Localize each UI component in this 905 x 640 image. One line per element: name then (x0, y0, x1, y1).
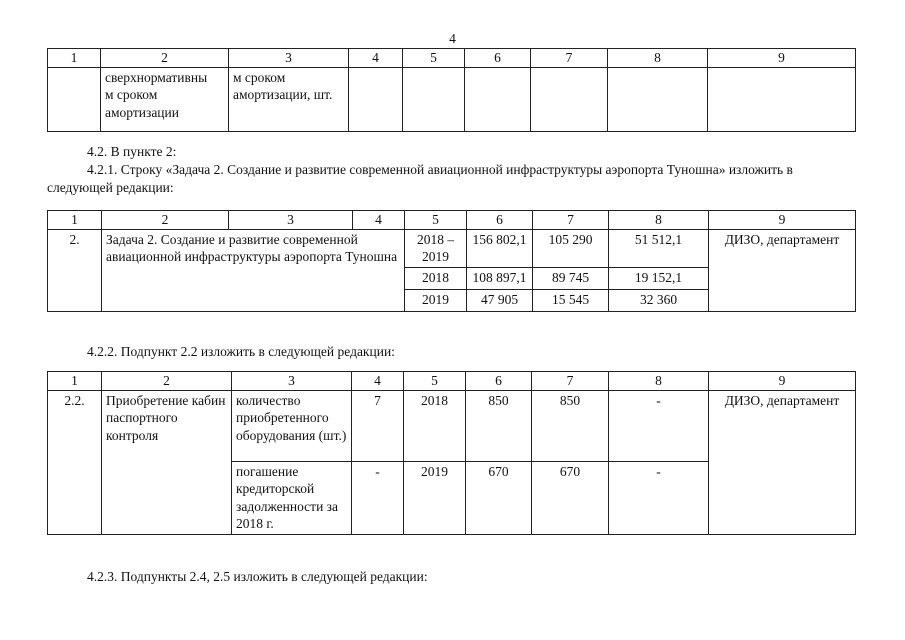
table-row (48, 390, 856, 461)
header-cell: 6 (467, 211, 533, 230)
cell-value: 670 (532, 461, 609, 534)
header-cell: 5 (404, 372, 466, 391)
cell-value: 32 360 (609, 289, 709, 311)
table-continuation (47, 48, 856, 132)
table-task-2 (47, 210, 856, 312)
header-cell: 8 (609, 211, 709, 230)
header-cell: 9 (709, 211, 856, 230)
header-cell: 4 (352, 372, 404, 391)
header-cell: 2 (101, 49, 229, 68)
header-cell: 3 (232, 372, 352, 391)
cell-value: 51 512,1 (609, 229, 709, 267)
header-cell: 2 (102, 211, 229, 230)
cell-indicator: количество приобретенного оборудования (шт.) (232, 390, 352, 461)
cell-value: 89 745 (533, 267, 609, 289)
header-cell: 8 (608, 49, 708, 68)
cell-value: 7 (352, 390, 404, 461)
cell-value: - (609, 461, 709, 534)
table-row (48, 229, 856, 267)
cell-value: 850 (532, 390, 609, 461)
cell-value: 47 905 (467, 289, 533, 311)
cell-year: 2018 (405, 267, 467, 289)
cell-year: 2018 (404, 390, 466, 461)
table-header-row (48, 372, 856, 391)
header-cell: 9 (709, 372, 856, 391)
header-cell: 3 (229, 49, 349, 68)
cell-indicator: м сроком амортизации, шт. (229, 67, 349, 131)
cell-responsible: ДИЗО, департамент (709, 390, 856, 534)
cell-indicator: погашение кредиторской задолженности за 2018 г. (232, 461, 352, 534)
cell-value: 156 802,1 (467, 229, 533, 267)
header-cell: 1 (48, 372, 102, 391)
cell-value: 108 897,1 (467, 267, 533, 289)
cell-year: 2019 (404, 461, 466, 534)
cell-value: - (609, 390, 709, 461)
header-cell: 7 (532, 372, 609, 391)
table-header-row (48, 49, 856, 68)
page-number: 4 (449, 31, 456, 46)
header-cell: 3 (229, 211, 353, 230)
cell-year: 2019 (405, 289, 467, 311)
cell-value: 15 545 (533, 289, 609, 311)
cell-value: 19 152,1 (609, 267, 709, 289)
cell-value: 850 (466, 390, 532, 461)
paragraph-4-2-2: 4.2.2. Подпункт 2.2 изложить в следующей редакции: (87, 344, 395, 359)
cell-description: сверхнормативны м сроком амортизации (101, 67, 229, 131)
header-cell: 1 (48, 49, 101, 68)
header-cell: 8 (609, 372, 709, 391)
cell-number: 2. (48, 229, 102, 311)
header-cell: 7 (533, 211, 609, 230)
paragraph-4-2-1: 4.2.1. Строку «Задача 2. Создание и развитие современной авиационной инфраструктуры аэропорта Туношна» изложить в следующей редакции: (47, 162, 793, 195)
header-cell: 1 (48, 211, 102, 230)
cell-responsible: ДИЗО, департамент (709, 229, 856, 311)
table-header-row (48, 211, 856, 230)
table-row (48, 67, 856, 131)
cell-item-name: Приобретение кабин паспортного контроля (102, 390, 232, 534)
header-cell: 6 (466, 372, 532, 391)
header-cell: 9 (708, 49, 856, 68)
header-cell: 5 (403, 49, 465, 68)
cell-number: 2.2. (48, 390, 102, 534)
header-cell: 6 (465, 49, 531, 68)
cell-task-name: Задача 2. Создание и развитие современной авиационной инфраструктуры аэропорта Туношна (102, 229, 405, 311)
header-cell: 4 (353, 211, 405, 230)
table-subitem-2-2 (47, 371, 856, 535)
header-cell: 7 (531, 49, 608, 68)
header-cell: 2 (102, 372, 232, 391)
paragraph-4-2: 4.2. В пункте 2: (87, 144, 177, 159)
paragraph-4-2-3: 4.2.3. Подпункты 2.4, 2.5 изложить в следующей редакции: (87, 569, 428, 584)
header-cell: 5 (405, 211, 467, 230)
cell-value: 105 290 (533, 229, 609, 267)
header-cell: 4 (349, 49, 403, 68)
cell-value: - (352, 461, 404, 534)
cell-value: 670 (466, 461, 532, 534)
cell-year: 2018 – 2019 (405, 229, 467, 267)
